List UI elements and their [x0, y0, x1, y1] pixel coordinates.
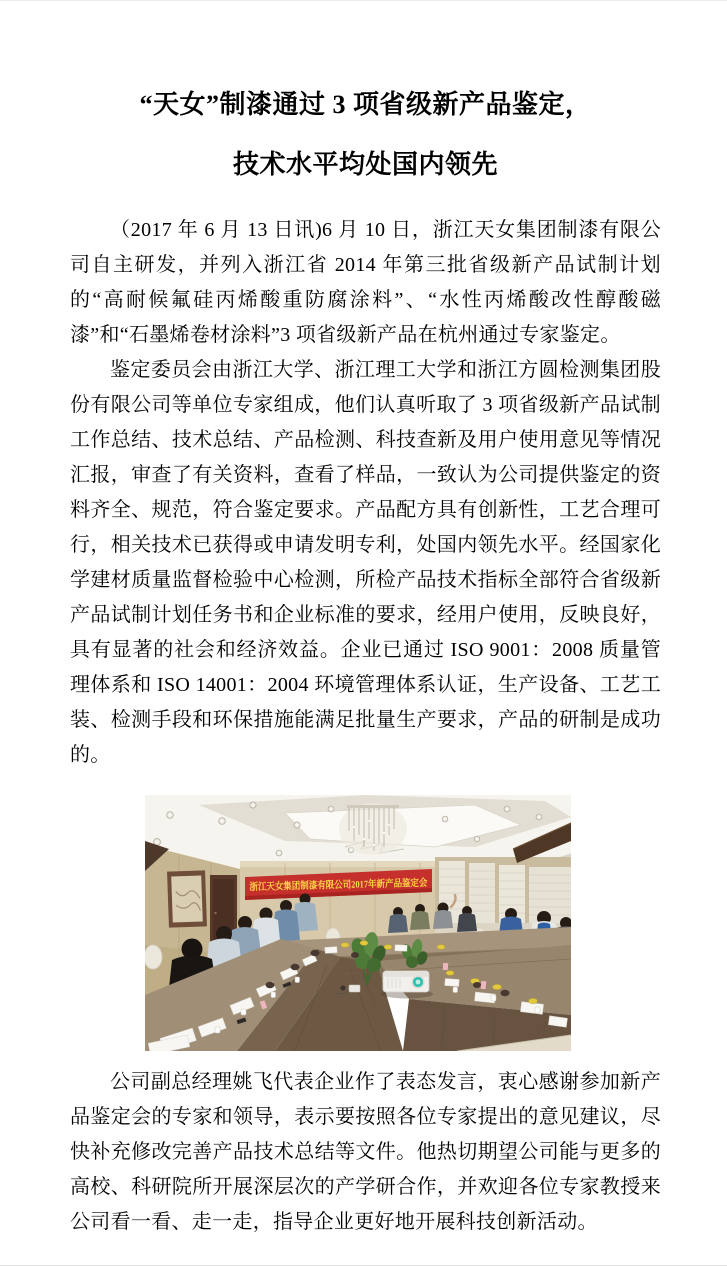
- banner-text: 浙江天女集团制漆有限公司2017年新产品鉴定会: [249, 877, 460, 894]
- article-title-line2: 技术水平均处国内领先: [232, 150, 498, 179]
- meeting-room-photo: [145, 795, 571, 1051]
- paragraph-intro-text: 6 月 10 日，浙江天女集团制漆有限公司自主研发，并列入浙江省 2014 年第三批省级新产品试制计划的“高耐候氟硅丙烯酸重防腐涂料”、“水性丙烯酸改性醇酸磁漆”和“石墨烯卷材涂料”3 项省级新产品在杭州通过专家鉴定。: [70, 219, 662, 346]
- paragraph-intro: [70, 213, 661, 353]
- article-title: [70, 75, 661, 195]
- article-title-line1: “天女”制漆通过 3 项省级新产品鉴定，: [139, 90, 592, 119]
- paragraph-appraisal: 鉴定委员会由浙江大学、浙江理工大学和浙江方圆检测集团股份有限公司等单位专家组成，他们认真听取了 3 项省级新产品试制工作总结、技术总结、产品检测、科技查新及用户使用意见等情况汇报，审查了有关资料，查看了样品，一致认为公司提供鉴定的资料齐全、规范，符合鉴定要求。产品配方具有创新性，工艺合理可行，相关技术已获得或申请发明专利，处国内领先水平。经国家化学建材质量监督检验中心检测，所检产品技术指标全部符合省级新产品试制计划任务书和企业标准的要求，经用户使用，反映良好，具有显著的社会和经济效益。企业已通过 ISO 9001：2008 质量管理体系和 ISO 14001：2004 环境管理体系认证，生产设备、工艺工装、检测手段和环保措施能满足批量生产要求，产品的研制是成功的。: [70, 359, 661, 766]
- chandelier: [339, 803, 407, 855]
- dateline: （2017 年 6 月 13 日讯): [110, 219, 323, 241]
- document-content: [0, 75, 727, 1240]
- paragraph-closing: 公司副总经理姚飞代表企业作了表态发言，衷心感谢参加新产品鉴定会的专家和领导，表示要按照各位专家提出的意见建议，尽快补充修改完善产品技术总结等文件。他热切期望公司能与更多的高校、科研院所开展深层次的产学研合作，并欢迎各位专家教授来公司看一看、走一走，指导企业更好地开展科技创新活动。: [70, 1071, 661, 1233]
- framed-picture: [167, 870, 207, 927]
